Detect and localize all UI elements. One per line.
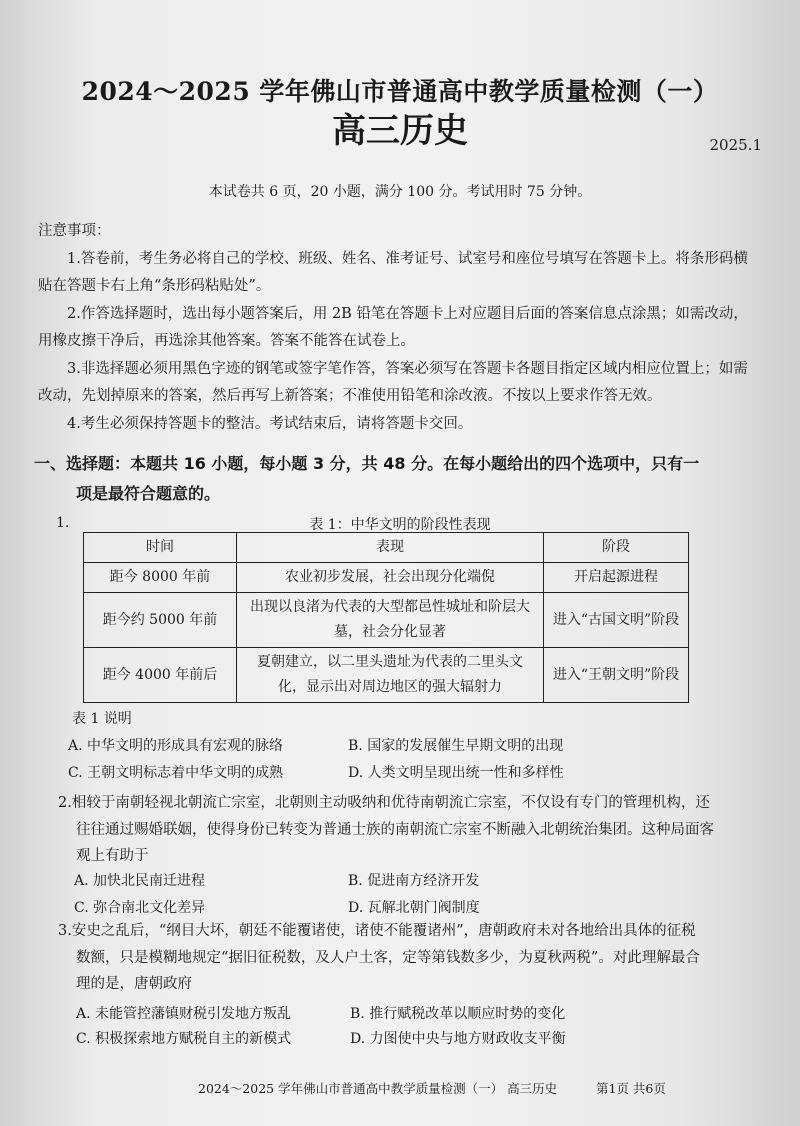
notice-item: 4.考生必须保持答题卡的整洁。考试结束后，请将答题卡交回。 xyxy=(67,415,473,432)
question-stem-line: 3.安史之乱后，“纲目大坏，朝廷不能覆诸使，诸使不能覆诸州”，唐朝政府未对各地给出具体的征税 xyxy=(58,923,696,939)
table-cell: 夏朝建立，以二里头遗址为代表的二里头文化，显示出对周边地区的强大辐射力 xyxy=(237,648,544,703)
question-stem-line: 观上有助于 xyxy=(76,848,149,864)
table-row xyxy=(84,563,689,593)
exam-date: 2025.1 xyxy=(709,136,762,154)
table-header-cell: 时间 xyxy=(84,533,237,563)
question-stem-line: 往往通过赐婚联姻，使得身份已转变为普通士族的南朝流亡宗室不断融入北朝统治集团。这种局面客 xyxy=(76,821,714,838)
option-c[interactable]: C. 积极探索地方赋税自主的新模式 xyxy=(76,1031,292,1047)
option-c[interactable]: C. 弥合南北文化差异 xyxy=(74,900,206,916)
option-c[interactable]: C. 王朝文明标志着中华文明的成熟 xyxy=(68,765,284,781)
option-d[interactable]: D. 瓦解北朝门阀制度 xyxy=(348,900,480,916)
notice-item: 1.答卷前，考生务必将自己的学校、班级、姓名、准考证号、试室号和座位号填写在答题卡上。将条形码横贴在答题卡右上角“条形码粘贴处”。 xyxy=(38,250,748,294)
section-heading-line: 一、选择题：本题共 16 小题，每小题 3 分，共 48 分。在每小题给出的四个选项中，只有一 xyxy=(34,454,700,473)
notice-item: 2.作答选择题时，选出每小题答案后，用 2B 铅笔在答题卡上对应题目后面的答案信息点涂黑；如需改动，用橡皮擦干净后，再选涂其他答案。答案不能答在试卷上。 xyxy=(38,305,748,349)
option-b[interactable]: B. 国家的发展催生早期文明的出现 xyxy=(348,738,564,754)
table-cell: 进入“古国文明”阶段 xyxy=(544,593,689,648)
table-cell: 距今约 5000 年前 xyxy=(84,593,237,648)
option-d[interactable]: D. 力图使中央与地方财政收支平衡 xyxy=(350,1031,566,1047)
table-cell: 农业初步发展，社会出现分化端倪 xyxy=(237,563,544,593)
option-d[interactable]: D. 人类文明呈现出统一性和多样性 xyxy=(348,765,564,781)
table-header-cell: 表现 xyxy=(237,533,544,563)
section-heading xyxy=(34,449,760,509)
option-a[interactable]: A. 中华文明的形成具有宏观的脉络 xyxy=(68,738,284,754)
question-stem-line: 数额，只是模糊地规定“据旧征税数，及人户土客，定等第钱数多少，为夏秋两税”。对此理解最合 xyxy=(76,949,700,966)
table-cell: 距今 8000 年前 xyxy=(84,563,237,593)
section-heading-line: 项是最符合题意的。 xyxy=(76,484,221,503)
exam-title: 2024～2025 学年佛山市普通高中教学质量检测（一） xyxy=(81,77,719,106)
option-a[interactable]: A. 加快北民南迁进程 xyxy=(74,873,206,889)
table-cell: 距今 4000 年前后 xyxy=(84,648,237,703)
table-cell: 出现以良渚为代表的大型都邑性城址和阶层大墓，社会分化显著 xyxy=(237,593,544,648)
question-stem-line: 理的是，唐朝政府 xyxy=(76,976,192,992)
table-caption: 表 1：中华文明的阶段性表现 xyxy=(309,517,491,533)
option-b[interactable]: B. 促进南方经济开发 xyxy=(348,873,480,889)
civilization-stage-table xyxy=(83,532,689,703)
question-2 xyxy=(58,790,758,870)
table-header-row xyxy=(84,533,689,563)
footer-title: 2024～2025 学年佛山市普通高中教学质量检测（一） 高三历史 xyxy=(198,1081,558,1096)
table-row xyxy=(84,648,689,703)
table-cell: 进入“王朝文明”阶段 xyxy=(544,648,689,703)
notice-heading: 注意事项： xyxy=(38,223,111,239)
question-number: 1. xyxy=(56,515,70,531)
table-header-cell: 阶段 xyxy=(544,533,689,563)
table-cell: 开启起源进程 xyxy=(544,563,689,593)
question-stem-line: 2.相较于南朝轻视北朝流亡宗室，北朝则主动吸纳和优待南朝流亡宗室，不仅设有专门的管理机构，还 xyxy=(58,795,710,811)
notice-item: 3.非选择题必须用黑色字迹的钢笔或签字笔作答，答案必须写在答题卡各题目指定区域内相应位置上；如需改动，先划掉原来的答案，然后再写上新答案；不准使用铅笔和涂改液。不按以上要求作答无效。 xyxy=(38,360,748,404)
question-stem: 表 1 说明 xyxy=(72,711,132,727)
exam-subject: 高三历史 xyxy=(332,111,468,151)
table-row xyxy=(84,593,689,648)
option-b[interactable]: B. 推行赋税改革以顺应时势的变化 xyxy=(350,1006,566,1022)
page-number: 第1页 共6页 xyxy=(596,1081,666,1096)
option-a[interactable]: A. 未能管控藩镇财税引发地方叛乱 xyxy=(76,1006,292,1022)
exam-summary: 本试卷共 6 页，20 小题，满分 100 分。考试用时 75 分钟。 xyxy=(208,184,592,200)
question-3 xyxy=(58,918,758,998)
notice-block xyxy=(38,218,762,438)
